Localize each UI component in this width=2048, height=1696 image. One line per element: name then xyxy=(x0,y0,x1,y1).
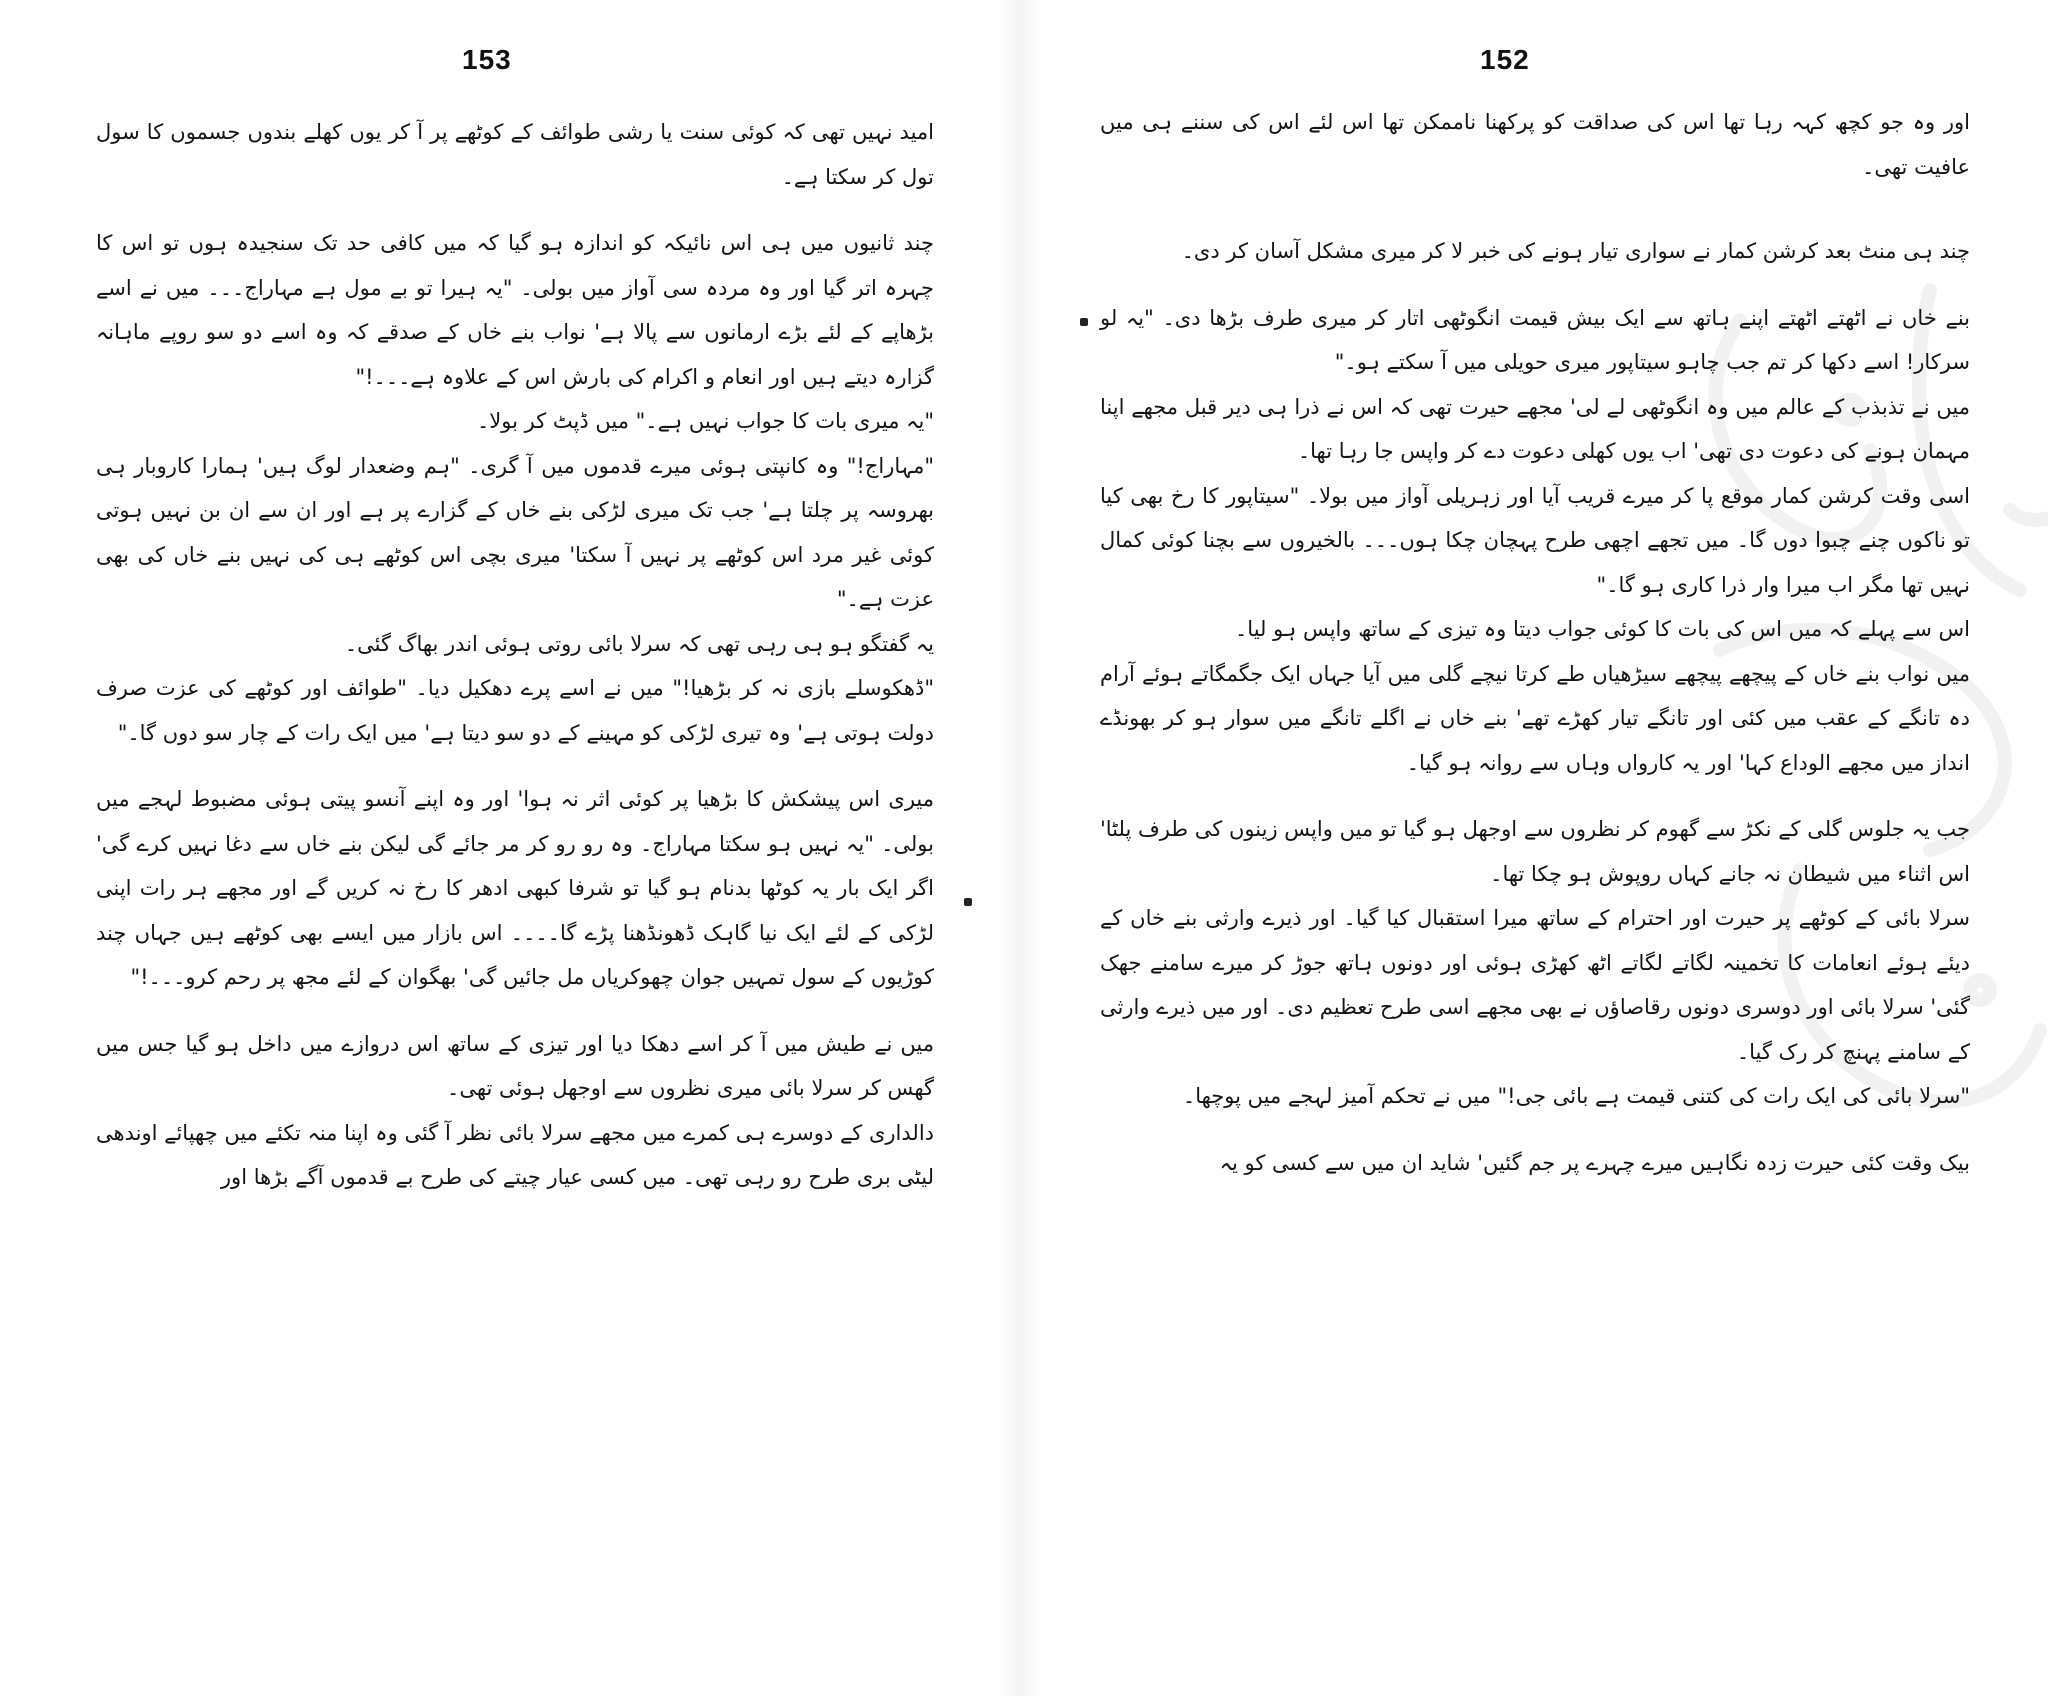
paragraph: بنے خاں نے اٹھتے اٹھتے اپنے ہاتھ سے ایک بیش قیمت انگوٹھی اتار کر میری طرف بڑھا دی۔ "یہ لو سرکار! اسے دکھا کر تم جب چاہو سیتاپور میری حویلی میں آ سکتے ہو۔" xyxy=(1100,305,1970,374)
paragraph: جب یہ جلوس گلی کے نکڑ سے گھوم کر نظروں سے اوجھل ہو گیا تو میں واپس زینوں کی طرف پلٹا' اس اثناء میں شیطان نہ جانے کہاں روپوش ہو چکا تھا۔ xyxy=(1100,817,1970,886)
paragraph: یہ گفتگو ہو ہی رہی تھی کہ سرلا بائی روتی ہوئی اندر بھاگ گئی۔ xyxy=(344,631,934,656)
paragraph: امید نہیں تھی کہ کوئی سنت یا رشی طوائف کے کوٹھے پر آ کر یوں کھلے بندوں جسموں کا سول تول کر سکتا ہے۔ xyxy=(96,120,934,189)
paragraph: اور وہ جو کچھ کہہ رہا تھا اس کی صداقت کو پرکھنا ناممکن تھا اس لئے اس کی سننے ہی میں عافیت تھی۔ xyxy=(1100,110,1970,179)
paragraph: سرلا بائی کے کوٹھے پر حیرت اور احترام کے ساتھ میرا استقبال کیا گیا۔ اور ذیرے وارثی بنے خاں کے دیئے ہوئے انعامات کا تخمینہ لگاتے لگاتے اٹھ کھڑی ہوئی اور دونوں ہاتھ جوڑ کر میرے سامنے جھک گئی' سرلا بائی اور دوسری دونوں رقاصاؤں نے بھی مجھے اسی طرح تعظیم دی۔ اور میں ذیرے وارثی کے سامنے پہنچ کر رک گیا۔ xyxy=(1100,906,1970,1064)
paragraph: دالداری کے دوسرے ہی کمرے میں مجھے سرلا بائی نظر آ گئی وہ اپنا منہ تکئے میں چھپائے اوندھی لیٹی بری طرح رو رہی تھی۔ میں کسی عیار چیتے کی طرح بے قدموں آگے بڑھا اور xyxy=(96,1120,934,1189)
print-speck xyxy=(964,898,972,906)
left-page-text xyxy=(96,110,934,1200)
print-speck xyxy=(1080,318,1088,326)
page-number-right: 152 xyxy=(1480,44,1530,75)
paragraph: میں نے تذبذب کے عالم میں وہ انگوٹھی لے لی' مجھے حیرت تھی کہ اس نے ذرا ہی دیر قبل مجھے اپنا مہمان ہونے کی دعوت دی تھی' اب یوں کھلی دعوت دے کر واپس جا رہا تھا۔ xyxy=(1100,394,1970,463)
paragraph: چند ثانیوں میں ہی اس نائیکہ کو اندازہ ہو گیا کہ میں کافی حد تک سنجیدہ ہوں تو اس کا چہرہ اتر گیا اور وہ مردہ سی آواز میں بولی۔ "یہ ہیرا تو بے مول ہے مہاراج۔۔۔ میں نے اسے بڑھاپے کے لئے بڑے ارمانوں سے پالا ہے' نواب بنے خاں کے صدقے کہ وہ اسے دو سو روپے ماہانہ گزارہ دیتے ہیں اور انعام و اکرام کی بارش اس کے علاوہ ہے۔۔۔!" xyxy=(96,231,934,389)
paragraph: "مہاراج!" وہ کانپتی ہوئی میرے قدموں میں آ گری۔ "ہم وضعدار لوگ ہیں' ہمارا کاروبار ہی بھروسہ پر چلتا ہے' جب تک میری لڑکی بنے خاں کے گزارے پر ہے اور ان سے ان بن نہیں ہوتی کوئی غیر مرد اس کوٹھے پر نہیں آ سکتا' میری بچی اس کوٹھے ہی کی نہیں بنے خاں کی بھی عزت ہے۔" xyxy=(96,453,934,611)
paragraph: بیک وقت کئی حیرت زدہ نگاہیں میرے چہرے پر جم گئیں' شاید ان میں سے کسی کو یہ xyxy=(1219,1150,1970,1175)
paragraph: میری اس پیشکش کا بڑھیا پر کوئی اثر نہ ہوا' اور وہ اپنے آنسو پیتی ہوئی مضبوط لہجے میں بولی۔ "یہ نہیں ہو سکتا مہاراج۔ وہ رو رو کر مر جائے گی لیکن بنے خاں سے دغا نہیں کرے گی' اگر ایک بار یہ کوٹھا بدنام ہو گیا تو شرفا کبھی ادھر کا رخ نہ کریں گے اور مجھے ہر رات اپنی لڑکی کے لئے ایک نیا گاہک ڈھونڈھنا پڑے گا۔۔۔۔ اس بازار میں ایسے بھی کوٹھے ہیں جہاں چند کوڑیوں کے سول تمہیں جوان چھوکریاں مل جائیں گی' بھگوان کے لئے مجھ پر رحم کرو۔۔۔!" xyxy=(96,787,934,989)
paragraph: میں نے طیش میں آ کر اسے دھکا دیا اور تیزی کے ساتھ اس دروازے میں داخل ہو گیا جس میں گھس کر سرلا بائی میری نظروں سے اوجھل ہوئی تھی۔ xyxy=(96,1031,934,1100)
paragraph: چند ہی منٹ بعد کرشن کمار نے سواری تیار ہونے کی خبر لا کر میری مشکل آسان کر دی۔ xyxy=(1181,239,1970,263)
paragraph: "یہ میری بات کا جواب نہیں ہے۔" میں ڈپٹ کر بولا۔ xyxy=(476,409,934,433)
book-gutter xyxy=(1000,0,1040,1696)
left-page xyxy=(0,0,1000,1696)
paragraph: اسی وقت کرشن کمار موقع پا کر میرے قریب آیا اور زہریلی آواز میں بولا۔ "سیتاپور کا رخ بھی کیا تو ناکوں چنے چبوا دوں گا۔ میں تجھے اچھی طرح پہچان چکا ہوں۔۔۔ بالخیروں سے بچنا کوئی کمال نہیں تھا مگر اب میرا وار ذرا کاری ہو گا۔" xyxy=(1100,483,1970,597)
page-number-left: 153 xyxy=(462,44,512,75)
paragraph: میں نواب بنے خاں کے پیچھے پیچھے سیڑھیاں طے کرتا نیچے گلی میں آیا جہاں ایک جگمگاتے ہوئے آرام دہ تانگے کے عقب میں کئی اور تانگے تیار کھڑے تھے' بنے خاں نے اگلے تانگے میں سوار ہو کر بھونڈے انداز میں مجھے الوداع کہا' اور یہ کارواں وہاں سے روانہ ہو گیا۔ xyxy=(1100,661,1970,775)
right-page-text xyxy=(1100,100,1970,1185)
paragraph: "ڈھکوسلے بازی نہ کر بڑھیا!" میں نے اسے پرے دھکیل دیا۔ "طوائف اور کوٹھے کی عزت صرف دولت ہوتی ہے' وہ تیری لڑکی کو مہینے کے دو سو دیتا ہے' میں ایک رات کے چار سو دوں گا۔" xyxy=(96,676,934,745)
right-page xyxy=(1040,0,2048,1696)
paragraph: اس سے پہلے کہ میں اس کی بات کا کوئی جواب دیتا وہ تیزی کے ساتھ واپس ہو لیا۔ xyxy=(1235,617,1970,641)
paragraph: "سرلا بائی کی ایک رات کی کتنی قیمت ہے بائی جی!" میں نے تحکم آمیز لہجے میں پوچھا۔ xyxy=(1182,1084,1970,1108)
